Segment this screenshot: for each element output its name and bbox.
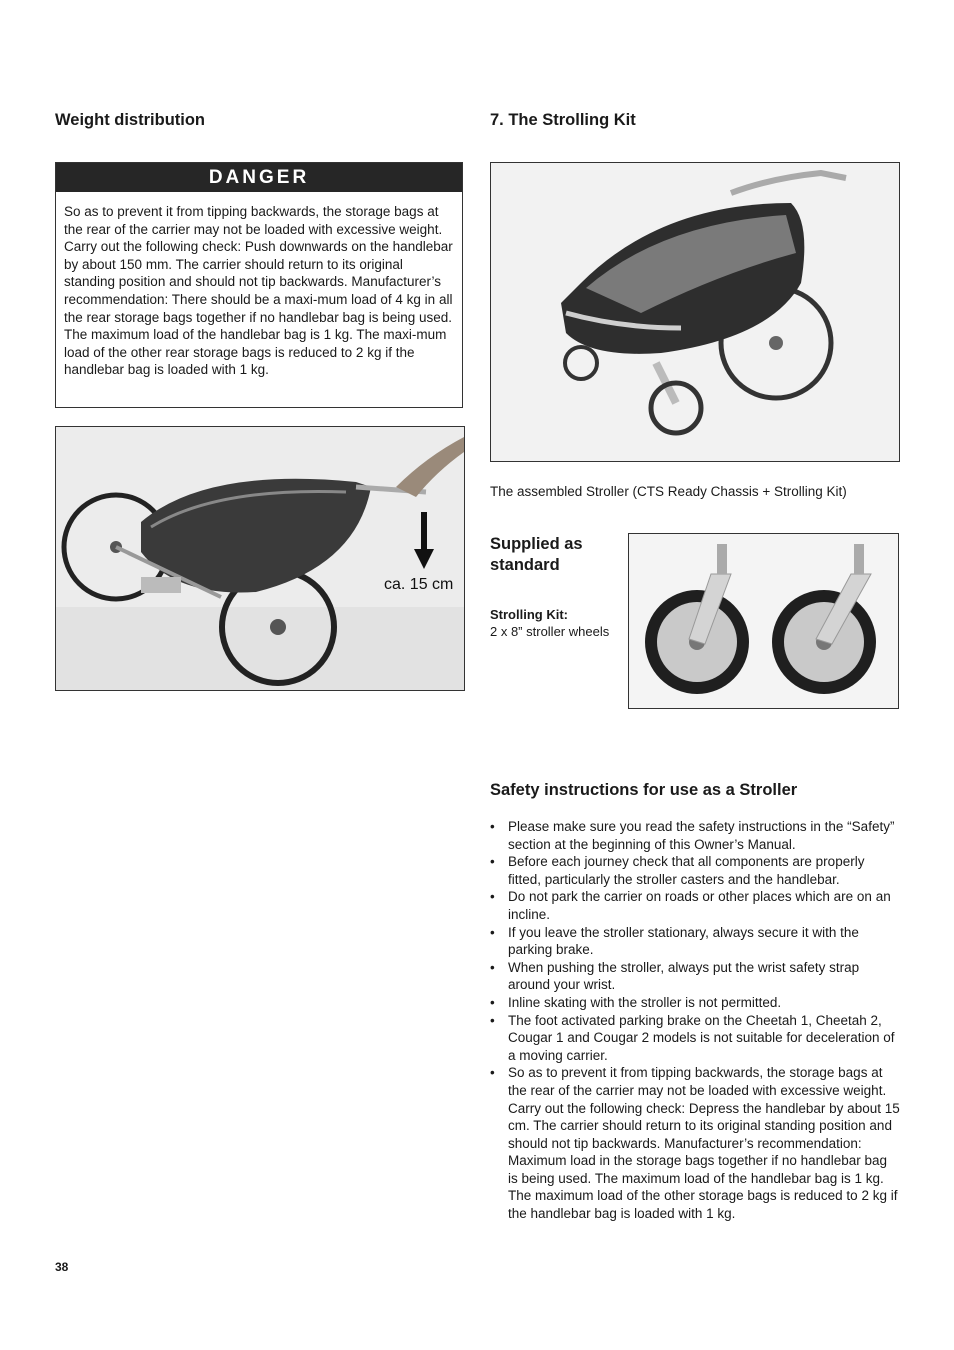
danger-box xyxy=(55,162,463,408)
stroller-tilt-illustration xyxy=(56,427,464,690)
list-item: • Please make sure you read the safety instructions in the “Safety” section at the beginning of this Owner’s Manual. xyxy=(490,818,900,853)
stroller-caption: The assembled Stroller (CTS Ready Chassis + Strolling Kit) xyxy=(490,484,847,499)
danger-title: DANGER xyxy=(56,163,462,192)
kit-item: 2 x 8” stroller wheels xyxy=(490,624,610,639)
measurement-label: ca. 15 cm xyxy=(384,576,454,593)
safety-heading: Safety instructions for use as a Stroller xyxy=(490,781,798,799)
list-item: • Before each journey check that all components are properly fitted, particularly the stroller casters and the handlebar. xyxy=(490,853,900,888)
list-item: • Inline skating with the stroller is not permitted. xyxy=(490,994,900,1012)
stroller-wheels-photo xyxy=(628,533,899,709)
assembled-stroller-photo xyxy=(490,162,900,462)
strolling-kit-heading: 7. The Strolling Kit xyxy=(490,111,636,129)
list-item: • When pushing the stroller, always put the wrist safety strap around your wrist. xyxy=(490,959,900,994)
weight-test-photo xyxy=(55,426,465,691)
assembled-stroller-illustration xyxy=(491,163,899,461)
danger-paragraph-1: So as to prevent it from tipping backwards, the storage bags at the rear of the carrier may not be loaded with excessive weight. Carry out the following check: Push downwards on the handlebar by about 150 mm. The carrier should return to its original standing position and should not tip backwards. Manufacturer’s recommendation: There should be a maxi-mum load of 4 kg in all the rear storage bags together if no handlebar bag is being used. xyxy=(64,204,453,325)
wheels-illustration xyxy=(629,534,898,708)
supplied-heading: Supplied as standard xyxy=(490,535,583,574)
list-item: • If you leave the stroller stationary, always secure it with the parking brake. xyxy=(490,924,900,959)
kit-title: Strolling Kit: xyxy=(490,607,568,622)
list-item: • The foot activated parking brake on the Cheetah 1, Cheetah 2, Cougar 1 and Cougar 2 models is not suitable for deceleration of a moving carrier. xyxy=(490,1012,900,1065)
danger-paragraph-2: The maximum load of the handlebar bag is 1 kg. The maxi-mum load of the other rear storage bags is reduced to 2 kg if the handlebar bag is loaded with 1 kg. xyxy=(64,327,447,378)
list-item: • Do not park the carrier on roads or other places which are on an incline. xyxy=(490,888,900,923)
page-number: 38 xyxy=(55,1260,69,1274)
safety-list xyxy=(490,818,900,1223)
list-item: • So as to prevent it from tipping backwards, the storage bags at the rear of the carrier may not be loaded with excessive weight. Carry out the following check: Depress the handlebar by about 15 cm. The carrier should return to its original standing position and should not tip backwards. Manufacturer’s recommendation: Maximum load in the storage bags together if no handlebar bag is being used. The maximum load of the handlebar bag is 1 kg. The maximum load of the other storage bags is reduced to 2 kg if the handlebar bag is loaded with 1 kg. xyxy=(490,1064,900,1222)
danger-text xyxy=(56,192,462,379)
weight-distribution-heading: Weight distribution xyxy=(55,111,206,129)
